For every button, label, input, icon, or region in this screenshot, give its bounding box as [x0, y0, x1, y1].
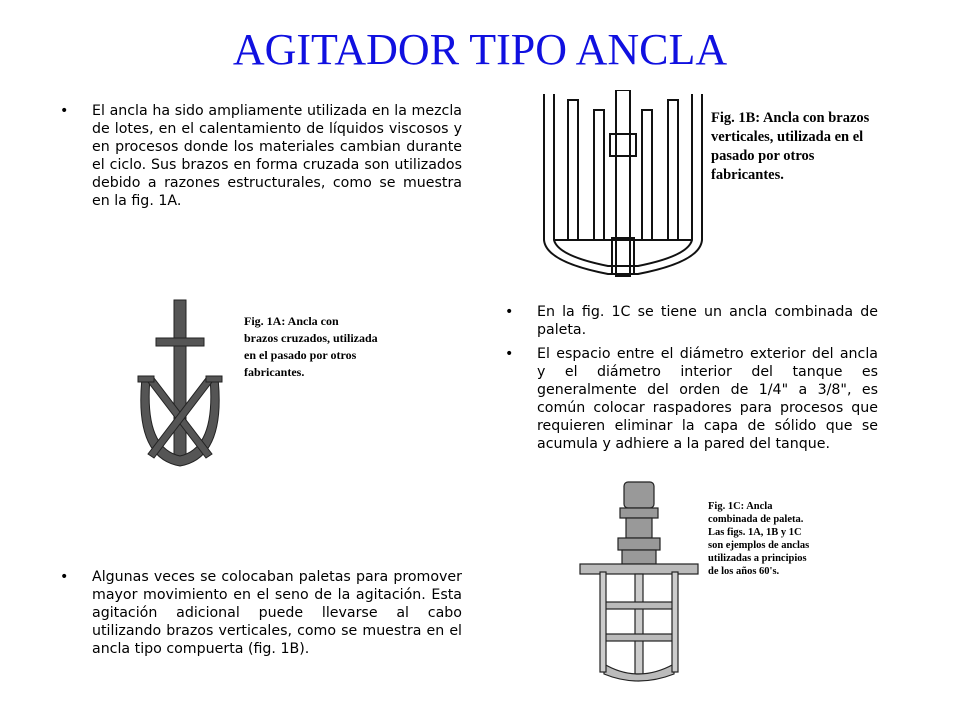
caption-line: en el pasado por otros	[244, 348, 357, 362]
caption-line: de los años 60's.	[708, 566, 780, 577]
left-bullet-list-bottom	[60, 568, 462, 664]
caption-line: fabricantes.	[244, 365, 305, 379]
left-bullet-list-top	[60, 102, 462, 216]
slide-title: AGITADOR TIPO ANCLA	[232, 25, 728, 74]
fig-1c-paddle-anchor-drawing	[574, 478, 706, 686]
caption-line: combinada de paleta.	[708, 514, 804, 525]
fig-1c-caption	[708, 500, 828, 578]
bullet-paddles: • Algunas veces se colocaban paletas para promover mayor movimiento en el seno de la agitación. Esta agitación adicional puede llevarse al cabo utilizando brazos verticales, como se muestra en el ancla tipo compuerta (fig. 1B).	[60, 568, 462, 658]
fig-1b-caption	[711, 109, 921, 185]
caption-line: brazos cruzados, utilizada	[244, 331, 378, 345]
caption-line: Fig. 1C: Ancla	[708, 501, 773, 512]
fig-1a-anchor-drawing	[128, 298, 248, 480]
caption-line: verticales, utilizada en el	[711, 129, 864, 145]
caption-line: utilizadas a principios	[708, 553, 807, 564]
right-bullet-list	[505, 303, 878, 459]
caption-line: fabricantes.	[711, 167, 784, 183]
caption-line: pasado por otros	[711, 148, 815, 164]
caption-line: son ejemplos de anclas	[708, 540, 810, 551]
caption-line: Fig. 1A: Ancla con	[244, 314, 339, 328]
bullet-anchor-intro: • El ancla ha sido ampliamente utilizada en la mezcla de lotes, en el calentamiento de líquidos viscosos y en procesos donde los materiales cambian durante el ciclo. Sus brazos en forma cruzada son utilizados debido a razones estructurales, como se muestra en la fig. 1A.	[60, 102, 462, 210]
bullet-fig-1c: • En la fig. 1C se tiene un ancla combinada de paleta.	[505, 303, 878, 339]
caption-line: Las figs. 1A, 1B y 1C	[708, 527, 802, 538]
fig-1a-caption	[244, 313, 384, 381]
bullet-clearance: • El espacio entre el diámetro exterior del ancla y el diámetro interior del tanque es generalmente del orden de 1/4" a 3/8", es común colocar raspadores para procesos que requieren eliminar la capa de sólido que se acumula y adhiere a la pared del tanque.	[505, 345, 878, 453]
fig-1b-gate-anchor-drawing	[538, 90, 708, 280]
caption-line: Fig. 1B: Ancla con brazos	[711, 110, 870, 126]
